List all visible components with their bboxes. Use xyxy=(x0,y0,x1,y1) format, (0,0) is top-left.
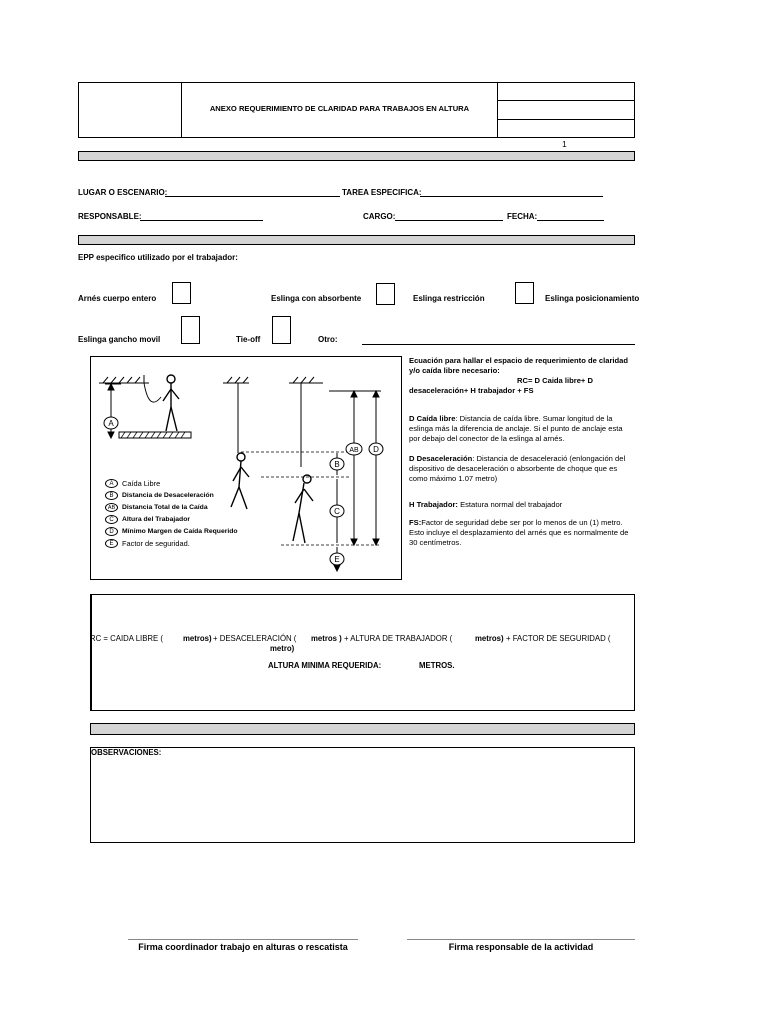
worker-standing xyxy=(144,375,179,431)
epp-arnes-checkbox[interactable] xyxy=(172,282,191,304)
equation-formula-1: RC= D Caida libre+ D xyxy=(517,376,593,385)
section-band xyxy=(78,235,635,245)
anchor-icon xyxy=(99,375,149,383)
header-right-cell xyxy=(497,82,635,138)
fecha-label: FECHA: xyxy=(507,212,538,221)
responsable-input[interactable] xyxy=(140,220,263,221)
legend-item xyxy=(105,489,315,501)
calc-metros-desac: metros ) xyxy=(311,634,342,643)
def-text: : Distancia de caída libre. Sumar longitud de la eslinga más la diferencia de anclaje. Si el punto de anclaje esta por debajo del conector de la eslinga al arnés. xyxy=(409,414,623,443)
legend-text: Factor de seguridad. xyxy=(122,538,190,548)
fecha-input[interactable] xyxy=(537,220,604,221)
legend-letter-circle: E xyxy=(105,539,118,548)
label-b-text: B xyxy=(334,460,340,469)
legend-item xyxy=(105,525,315,537)
epp-eslinga-absorbente-label: Eslinga con absorbente xyxy=(271,294,362,303)
calc-rc: RC = CAIDA LIBRE ( xyxy=(90,634,164,643)
epp-arnes-label: Arnés cuerpo entero xyxy=(78,294,157,303)
section-band xyxy=(90,723,635,735)
label-e-text: E xyxy=(334,555,340,564)
equation-intro: Ecuación para hallar el espacio de requerimiento de claridad y/o caída libre necesario: xyxy=(409,356,629,375)
legend-item xyxy=(105,537,315,549)
epp-tie-off-label: Tie-off xyxy=(236,335,261,344)
calc-metros-altura: metros) xyxy=(475,634,504,643)
calc-desaceleracion: + DESACELERACIÓN ( xyxy=(213,634,297,643)
label-a-text: A xyxy=(108,419,114,428)
def-text: Estatura normal del trabajador xyxy=(457,500,563,509)
epp-eslinga-restriccion-label: Eslinga restricción xyxy=(413,294,485,303)
def-desaceleracion xyxy=(409,454,634,484)
def-trabajador xyxy=(409,500,634,510)
header-logo-cell xyxy=(78,82,182,138)
legend-text: Distancia de Desaceleración xyxy=(122,491,214,499)
def-text: : Distancia de desaceleració (enlongación del dispositivo de desaceleración o absorbente de choque que es como máximo 1.07 metro) xyxy=(409,454,626,483)
calculation-box xyxy=(90,594,635,711)
signature-label-left: Firma coordinador trabajo en alturas o rescatista xyxy=(138,942,348,952)
diagram-legend xyxy=(105,477,315,549)
altura-minima-unit: METROS. xyxy=(419,661,455,670)
lugar-label: LUGAR O ESCENARIO: xyxy=(78,188,168,197)
calc-altura: + ALTURA DE TRABAJADOR ( xyxy=(344,634,453,643)
epp-otro-input[interactable] xyxy=(362,344,635,345)
legend-item xyxy=(105,501,315,513)
label-ab-text: AB xyxy=(349,447,359,454)
legend-letter-circle: B xyxy=(105,491,118,500)
calc-metros-factor: metro) xyxy=(270,644,295,653)
legend-text: Altura del Trabajador xyxy=(122,515,190,523)
def-term: D Desaceleración xyxy=(409,454,473,463)
equation-formula-2: desaceleración+ H trabajador + FS xyxy=(409,386,534,395)
anchor-icon xyxy=(223,377,249,453)
section-band xyxy=(78,151,635,161)
calc-metros-caida: metros) xyxy=(183,634,212,643)
label-c-text: C xyxy=(334,507,340,516)
legend-item xyxy=(105,477,315,489)
legend-text: Caída Libre xyxy=(122,478,161,488)
epp-title: EPP especifico utilizado por el trabajador: xyxy=(78,253,238,262)
legend-letter-circle: AB xyxy=(105,503,118,512)
epp-eslinga-gancho-checkbox[interactable] xyxy=(181,316,200,344)
def-factor-seguridad xyxy=(409,518,634,548)
epp-tie-off-checkbox[interactable] xyxy=(272,316,291,344)
platform xyxy=(119,432,191,438)
altura-minima-label: ALTURA MINIMA REQUERIDA: xyxy=(268,661,382,670)
responsable-label: RESPONSABLE: xyxy=(78,212,142,221)
tarea-label: TAREA ESPECIFICA: xyxy=(342,188,422,197)
document-title: ANEXO REQUERIMIENTO DE CLARIDAD PARA TRABAJOS EN ALTURA xyxy=(209,104,470,113)
legend-letter-circle: C xyxy=(105,515,118,524)
epp-eslinga-restriccion-checkbox[interactable] xyxy=(515,282,534,304)
legend-letter-circle: D xyxy=(105,527,118,536)
dimension-a xyxy=(105,384,121,438)
fall-clearance-diagram xyxy=(90,356,402,580)
def-term: FS: xyxy=(409,518,422,527)
observaciones-box[interactable] xyxy=(90,747,635,843)
legend-item xyxy=(105,513,315,525)
def-text: Factor de seguridad debe ser por lo menos de un (1) metro. Esto incluye el desplazamiento del arnés que es normalmente de 30 centímetros. xyxy=(409,518,629,547)
anchor-icon xyxy=(289,377,323,467)
epp-otro-label: Otro: xyxy=(318,335,338,344)
legend-text: Distancia Total de la Caída xyxy=(122,503,208,511)
epp-eslinga-gancho-label: Eslinga gancho movil xyxy=(78,335,161,344)
def-term: H Trabajador: xyxy=(409,500,458,509)
signature-line-left[interactable] xyxy=(128,939,358,940)
calc-factor: + FACTOR DE SEGURIDAD ( xyxy=(506,634,611,643)
tarea-input[interactable] xyxy=(420,196,603,197)
page-number: 1 xyxy=(562,139,567,149)
epp-eslinga-posicionamiento-label: Eslinga posicionamiento xyxy=(545,294,640,303)
legend-text: Mínimo Margen de Caída Requerido xyxy=(122,527,238,535)
observaciones-label: OBSERVACIONES: xyxy=(91,748,162,757)
label-d-text: D xyxy=(373,445,379,454)
dimension-lines xyxy=(329,391,381,571)
lugar-input[interactable] xyxy=(165,196,340,197)
def-term: D Caída libre xyxy=(409,414,456,423)
signature-label-right: Firma responsable de la actividad xyxy=(448,942,594,952)
def-caida-libre xyxy=(409,414,634,444)
epp-eslinga-absorbente-checkbox[interactable] xyxy=(376,283,395,305)
equation-panel xyxy=(409,356,634,548)
cargo-label: CARGO: xyxy=(363,212,396,221)
signature-line-right[interactable] xyxy=(407,939,635,940)
legend-letter-circle: A xyxy=(105,479,118,488)
cargo-input[interactable] xyxy=(395,220,503,221)
